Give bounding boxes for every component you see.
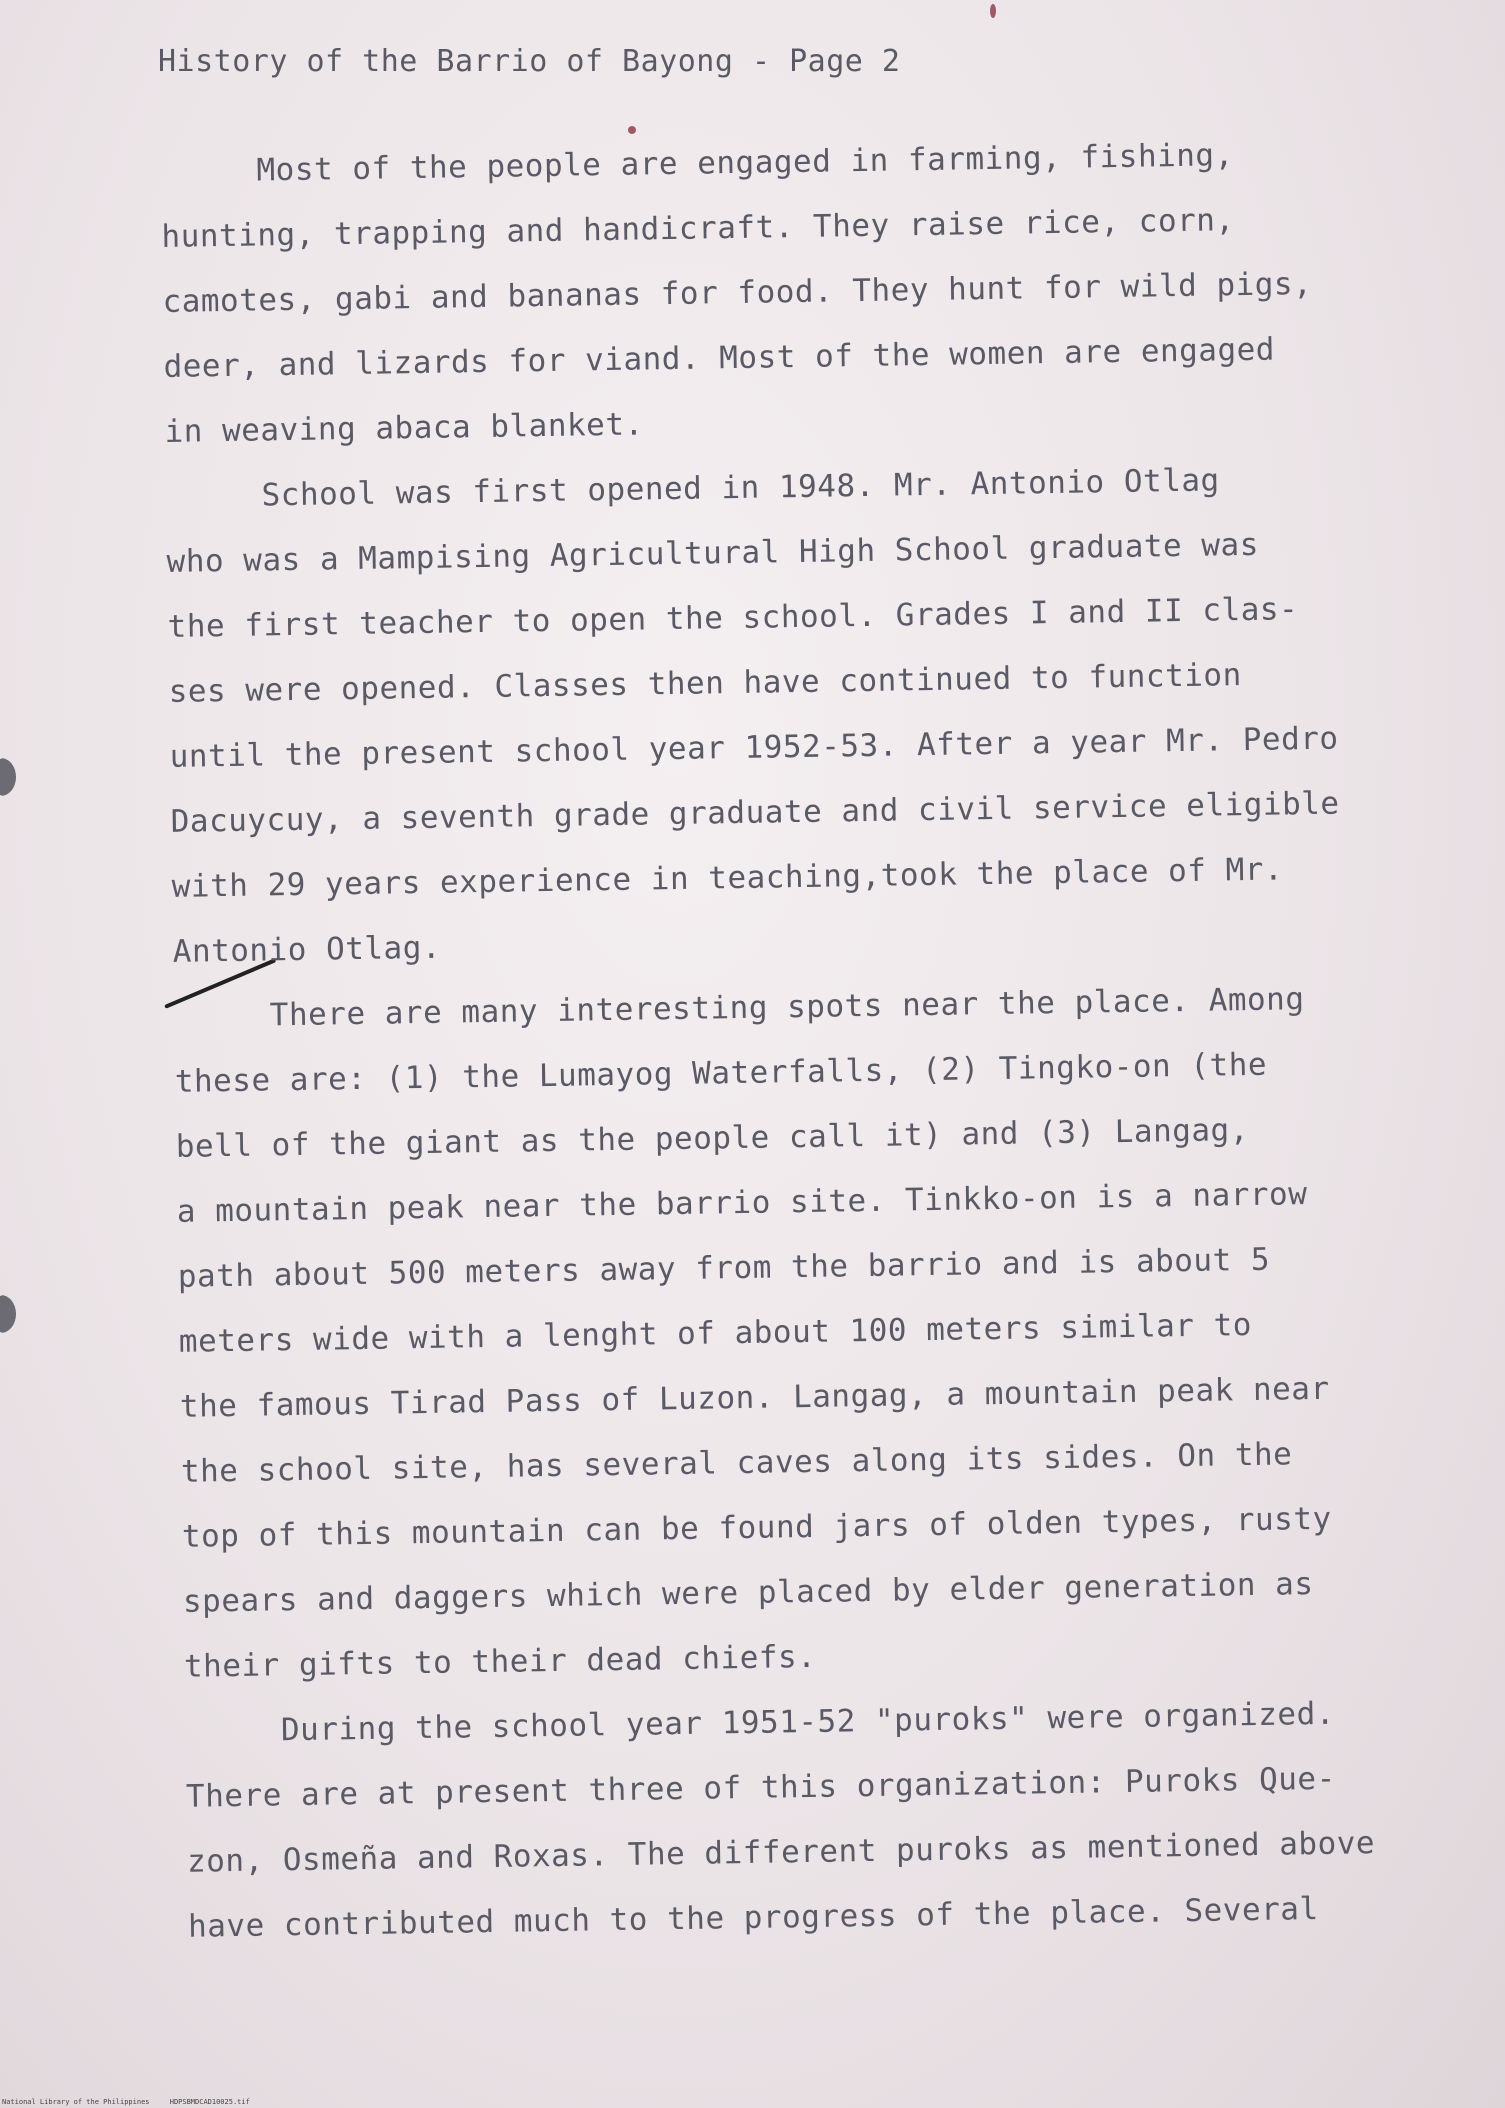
text-line: bell of the giant as the people call it) and (3) Langag, (175, 1112, 1250, 1165)
paragraph-farming (160, 121, 1405, 465)
text-line: with 29 years experience in teaching,took the place of Mr. (171, 851, 1284, 905)
scan-footer (2, 2098, 266, 2106)
punch-hole-bottom (0, 1295, 16, 1333)
text-line: these are: (1) the Lumayog Waterfalls, (2) Tingko-on (the (174, 1046, 1268, 1100)
text-line: a mountain peak near the barrio site. Tinkko-on is a narrow (176, 1176, 1308, 1230)
text-line: until the present school year 1952-53. After a year Mr. Pedro (169, 720, 1339, 775)
text-line: School was first opened in 1948. Mr. Antonio Otlag (261, 462, 1220, 514)
text-line: zon, Osmeña and Roxas. The different puroks as mentioned above (186, 1825, 1376, 1880)
page-header: History of the Barrio of Bayong - Page 2 (158, 44, 901, 79)
text-line: ses were opened. Classes then have continued to function (168, 657, 1242, 710)
text-line: Most of the people are engaged in farming, fishing, (256, 137, 1234, 189)
paragraph-puroks (185, 1680, 1429, 1959)
paragraph-interesting-spots (173, 965, 1424, 1699)
text-line: During the school year 1951-52 "puroks" were organized. (280, 1695, 1336, 1749)
text-line: deer, and lizards for viand. Most of the women are engaged (163, 331, 1276, 385)
text-line: the first teacher to open the school. Grades I and II clas- (167, 591, 1299, 645)
text-line: There are at present three of this organization: Puroks Que- (185, 1760, 1336, 1815)
document-body (160, 121, 1428, 1960)
text-line: There are many interesting spots near the place. Among (269, 981, 1305, 1034)
text-line: spears and daggers which were placed by elder generation as (182, 1566, 1314, 1620)
text-line: their gifts to their dead chiefs. (183, 1638, 817, 1685)
file-id: HDPSBMDCAD10025.tif (169, 2098, 250, 2106)
text-line: in weaving abaca blanket. (164, 406, 644, 450)
library-credit: National Library of the Philippines (2, 2098, 150, 2106)
text-line: camotes, gabi and bananas for food. They hunt for wild pigs, (162, 265, 1313, 320)
text-line: meters wide with a lenght of about 100 meters similar to (178, 1306, 1253, 1360)
text-line: Antonio Otlag. (172, 929, 442, 970)
text-line: top of this mountain can be found jars of olden types, rusty (181, 1500, 1332, 1555)
paragraph-school (165, 445, 1413, 984)
ink-speck (990, 4, 996, 18)
text-line: Dacuycuy, a seventh grade graduate and civil service eligible (170, 785, 1340, 840)
text-line: who was a Mampising Agricultural High School graduate was (166, 526, 1260, 580)
text-line: the famous Tirad Pass of Luzon. Langag, a mountain peak near (179, 1370, 1330, 1425)
punch-hole-top (0, 758, 16, 796)
text-line: have contributed much to the progress of the place. Several (187, 1891, 1319, 1945)
text-line: hunting, trapping and handicraft. They raise rice, corn, (161, 202, 1235, 255)
text-line: path about 500 meters away from the barrio and is about 5 (177, 1241, 1271, 1295)
text-line: the school site, has several caves along its sides. On the (180, 1436, 1293, 1490)
